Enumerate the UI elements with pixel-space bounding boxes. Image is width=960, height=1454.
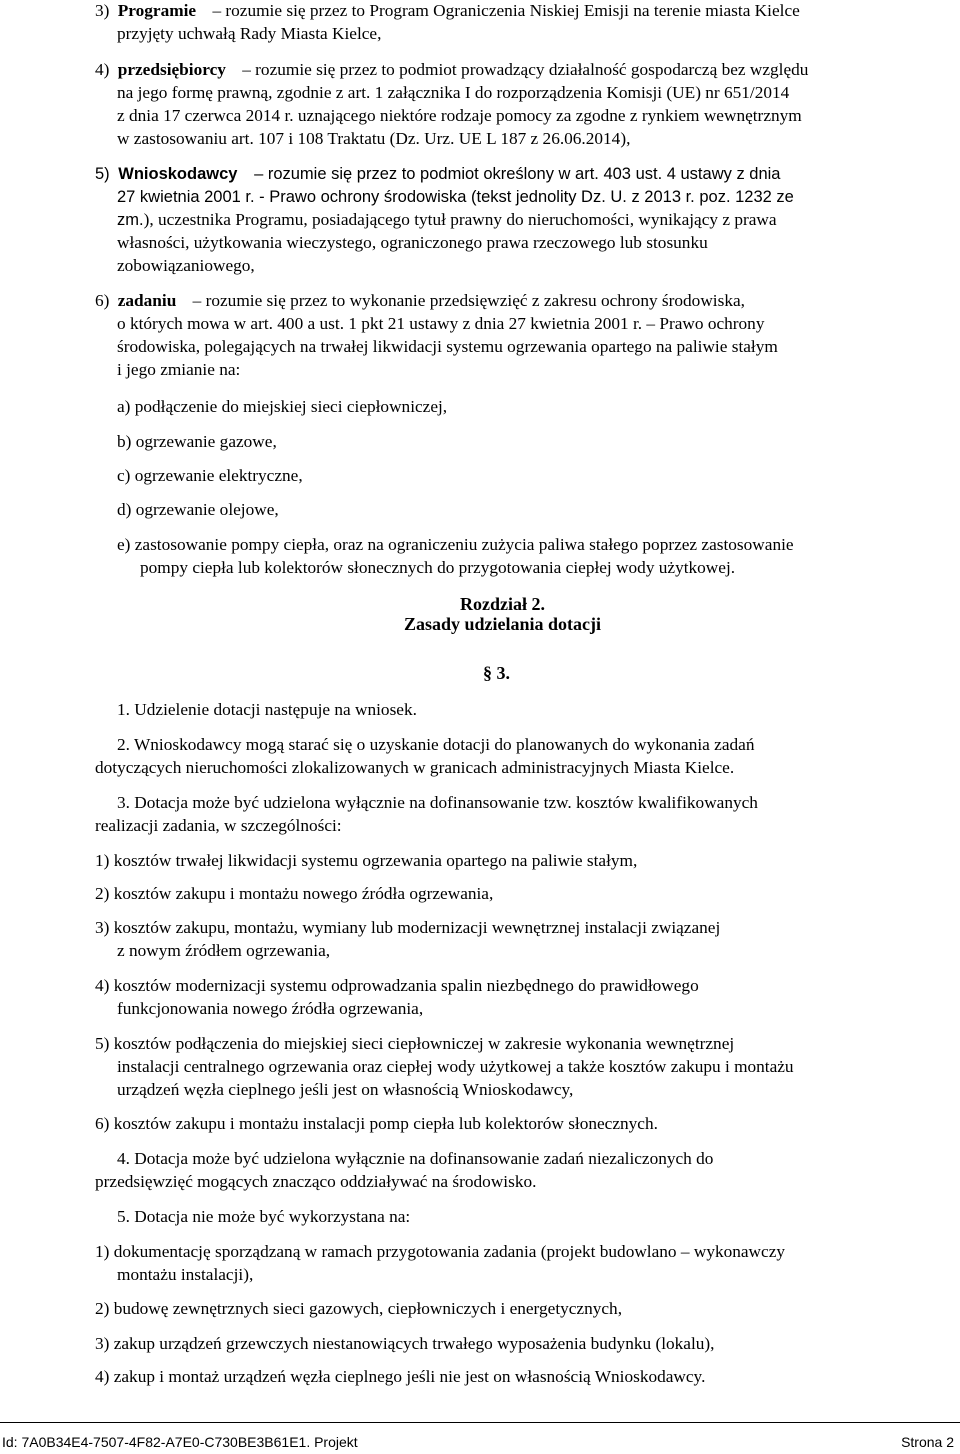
sub-item-e: e) zastosowanie pompy ciepła, oraz na ograniczeniu zużycia paliwa stałego poprzez zastosowanie	[117, 535, 794, 554]
definition-6-line-4: i jego zmianie na:	[117, 360, 241, 379]
definition-5-line-3-text: ), uczestnika Programu, posiadającego tytuł prawny do nieruchomości, wynikający z prawa	[143, 210, 777, 229]
cost-item-2: 2) kosztów zakupu i montażu nowego źródła ogrzewania,	[95, 884, 494, 903]
section-item-3-line-2: realizacji zadania, w szczególności:	[95, 816, 342, 835]
section-heading: § 3.	[483, 663, 510, 683]
definition-6	[95, 290, 745, 313]
sub-item-c: c) ogrzewanie elektryczne,	[117, 466, 303, 485]
chapter-title: Rozdział 2.	[460, 594, 545, 614]
definition-text: – rozumie się przez to podmiot określony w art. 403 ust. 4 ustawy z dnia	[254, 165, 781, 183]
definition-6-line-3: środowiska, polegających na trwałej likwidacji systemu ogrzewania opartego na paliwie stałym	[117, 337, 778, 356]
section-item-4-line-2: przedsięwzięć mogących znacząco oddziaływać na środowisko.	[95, 1172, 537, 1191]
abbrev-zm: zm.	[117, 211, 144, 229]
definition-5-line-3	[117, 209, 777, 232]
section-item-5: 5. Dotacja nie może być wykorzystana na:	[117, 1207, 411, 1226]
definition-term: Programie	[117, 1, 197, 20]
sub-item-b: b) ogrzewanie gazowe,	[117, 432, 277, 451]
definition-4-line-4: w zastosowaniu art. 107 i 108 Traktatu (Dz. Urz. UE L 187 z 26.06.2014),	[117, 129, 631, 148]
definition-term: zadaniu	[117, 291, 177, 310]
definition-number: 3)	[95, 1, 110, 20]
section-item-2: 2. Wnioskodawcy mogą starać się o uzyskanie dotacji do planowanych do wykonania zadań	[117, 735, 755, 754]
definition-text: – rozumie się przez to Program Ograniczenia Niskiej Emisji na terenie miasta Kielce	[212, 1, 800, 20]
definition-term: Wnioskodawcy	[118, 165, 238, 183]
definition-5	[95, 163, 780, 186]
definition-number: 5)	[95, 165, 110, 183]
definition-4-line-2: na jego formę prawną, zgodnie z art. 1 załącznika I do rozporządzenia Komisji (UE) nr 651/2014	[117, 83, 790, 102]
exclusion-item-4: 4) zakup i montaż urządzeń węzła cieplnego jeśli nie jest on własnością Wnioskodawcy.	[95, 1367, 706, 1386]
cost-item-4: 4) kosztów modernizacji systemu odprowadzania spalin niezbędnego do prawidłowego	[95, 976, 699, 995]
definition-term: przedsiębiorcy	[117, 60, 226, 79]
section-item-1: 1. Udzielenie dotacji następuje na wniosek.	[117, 700, 417, 719]
cost-item-5: 5) kosztów podłączenia do miejskiej sieci ciepłowniczej w zakresie wykonania wewnętrznej	[95, 1034, 735, 1053]
definition-text: – rozumie się przez to podmiot prowadzący działalność gospodarczą bez względu	[242, 60, 809, 79]
cost-item-3: 3) kosztów zakupu, montażu, wymiany lub modernizacji wewnętrznej instalacji związanej	[95, 918, 721, 937]
cost-item-6: 6) kosztów zakupu i montażu instalacji pomp ciepła lub kolektorów słonecznych.	[95, 1114, 658, 1133]
footer-document-id: Id: 7A0B34E4-7507-4F82-A7E0-C730BE3B61E1. Projekt	[2, 1434, 358, 1450]
footer-rule	[0, 1422, 960, 1423]
cost-item-5-line-2: instalacji centralnego ogrzewania oraz ciepłej wody użytkowej a także kosztów zakupu i montażu	[117, 1057, 794, 1076]
definition-4-line-3: z dnia 17 czerwca 2014 r. uznającego niektóre rodzaje pomocy za zgodne z rynkiem wewnętrznym	[117, 106, 802, 125]
exclusion-item-3: 3) zakup urządzeń grzewczych niestanowiących trwałego wyposażenia budynku (lokalu),	[95, 1334, 715, 1353]
chapter-subtitle: Zasady udzielania dotacji	[403, 614, 602, 634]
definition-number: 6)	[95, 291, 110, 310]
section-item-2-line-2: dotyczących nieruchomości zlokalizowanych w granicach administracyjnych Miasta Kielce.	[95, 758, 735, 777]
definition-3-line-2: przyjęty uchwałą Rady Miasta Kielce,	[117, 24, 382, 43]
definition-3	[95, 0, 800, 23]
cost-item-4-line-2: funkcjonowania nowego źródła ogrzewania,	[117, 999, 424, 1018]
section-item-4: 4. Dotacja może być udzielona wyłącznie na dofinansowanie zadań niezaliczonych do	[117, 1149, 714, 1168]
exclusion-item-1: 1) dokumentację sporządzaną w ramach przygotowania zadania (projekt budowlano – wykonawczy	[95, 1242, 786, 1261]
definition-5-line-5: zobowiązaniowego,	[117, 256, 255, 275]
exclusion-item-1-line-2: montażu instalacji),	[117, 1265, 254, 1284]
sub-item-e-line-2: pompy ciepła lub kolektorów słonecznych do przygotowania ciepłej wody użytkowej.	[140, 558, 736, 577]
definition-5-line-4: własności, użytkowania wieczystego, ograniczonego prawa rzeczowego lub stosunku	[117, 233, 708, 252]
definition-6-line-2: o których mowa w art. 400 a ust. 1 pkt 21 ustawy z dnia 27 kwietnia 2001 r. – Prawo ochrony	[117, 314, 765, 333]
exclusion-item-2: 2) budowę zewnętrznych sieci gazowych, ciepłowniczych i energetycznych,	[95, 1299, 623, 1318]
cost-item-5-line-3: urządzeń węzła cieplnego jeśli jest on własnością Wnioskodawcy,	[117, 1080, 574, 1099]
section-item-3: 3. Dotacja może być udzielona wyłącznie na dofinansowanie tzw. kosztów kwalifikowanych	[117, 793, 758, 812]
definition-text: – rozumie się przez to wykonanie przedsięwzięć z zakresu ochrony środowiska,	[192, 291, 745, 310]
sub-item-d: d) ogrzewanie olejowe,	[117, 500, 279, 519]
cost-item-3-line-2: z nowym źródłem ogrzewania,	[117, 941, 331, 960]
definition-4	[95, 59, 808, 82]
definition-5-line-2: 27 kwietnia 2001 r. - Prawo ochrony środowiska (tekst jednolity Dz. U. z 2013 r. poz. 1232 ze	[117, 188, 794, 206]
sub-item-a: a) podłączenie do miejskiej sieci ciepłowniczej,	[117, 397, 448, 416]
definition-number: 4)	[95, 60, 110, 79]
footer-page-number: Strona 2	[901, 1434, 954, 1450]
cost-item-1: 1) kosztów trwałej likwidacji systemu ogrzewania opartego na paliwie stałym,	[95, 851, 638, 870]
